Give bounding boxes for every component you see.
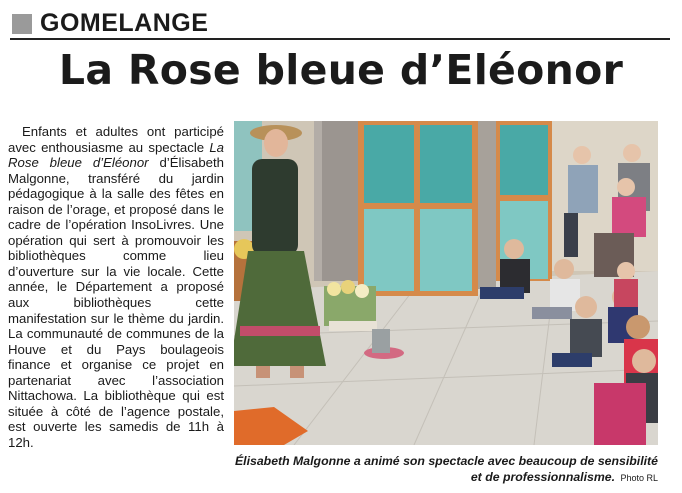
photo-caption <box>234 453 658 486</box>
section-label: GOMELANGE <box>40 9 209 37</box>
body-intro: Enfants et adultes ont participé avec enthousiasme au spectacle <box>8 124 224 155</box>
section-header <box>10 8 670 40</box>
article-headline: La Rose bleue d’Eléonor <box>58 46 624 94</box>
article-body <box>8 124 224 450</box>
section-marker <box>12 14 32 34</box>
caption-text: Élisabeth Malgonne a animé son spectacle avec beaucoup de sensibilité et de professionnalisme. <box>234 454 658 484</box>
article-photo <box>234 121 658 445</box>
show-title: La Rose bleue d’Eléonor <box>8 139 224 171</box>
photo-credit: Photo RL <box>620 473 658 483</box>
body-rest: d’Élisabeth Malgonne, transféré du jardin pédagogique à la salle des fêtes en raison de l’orage, et proposé dans le cadre de l’opération InsoLivres. Une opération qui sert à promouvoir les bibliothèques comme lieu d’ouverture sur la vie locale. Cette année, le Département a proposé aux bibliothèques cette manifestation sur le thème du jardin. La communauté de communes de la Houve et du Pays boulageois finance et organise ce projet en partenariat avec l’association Nittachowa. La bibliothèque qui est située à côté de l’agence postale, est ouverte les samedis de 11h à 12h. <box>8 155 224 450</box>
